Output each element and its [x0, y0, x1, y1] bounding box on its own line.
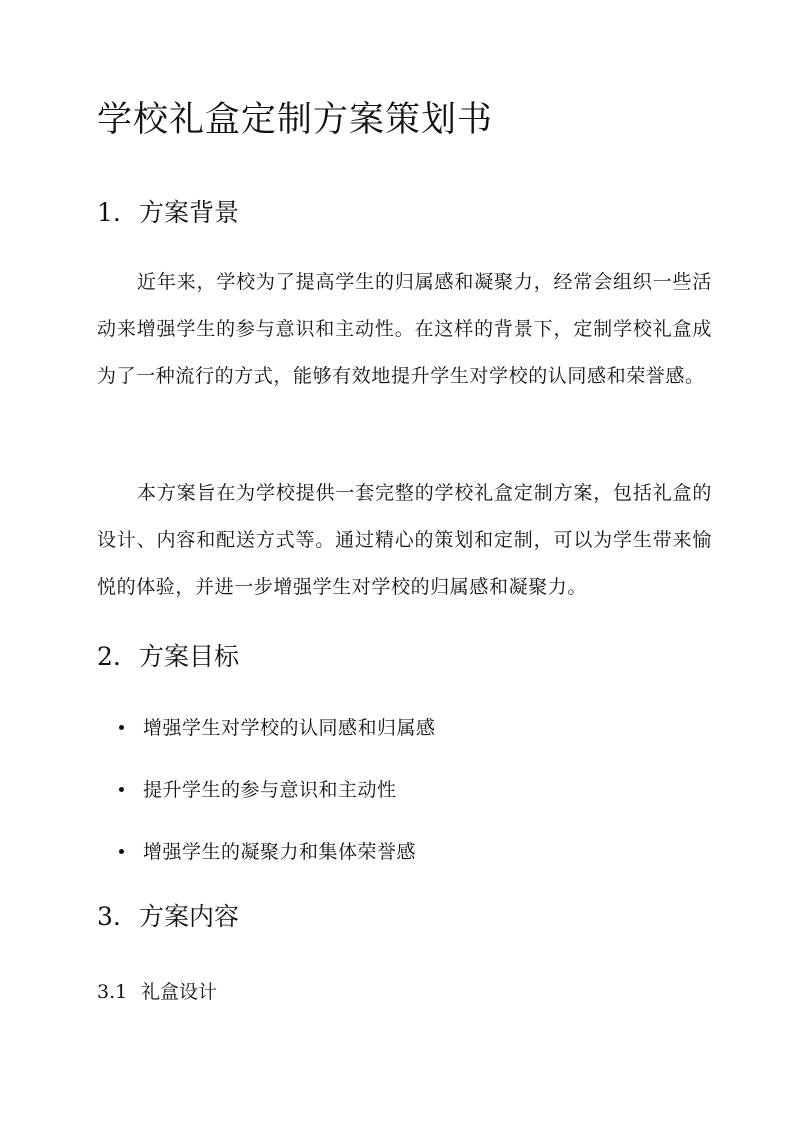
subsection-number: 3.1 [97, 981, 128, 1003]
bullet-icon [119, 787, 124, 792]
section-heading-background [97, 196, 717, 230]
subsection-title: 礼盒设计 [141, 981, 218, 1003]
list-item [97, 832, 717, 894]
section-heading-goals [97, 640, 717, 674]
section-title: 方案目标 [139, 642, 240, 671]
section-number: 1. [97, 198, 121, 227]
background-paragraph-2: 本方案旨在为学校提供一套完整的学校礼盒定制方案，包括礼盒的设计、内容和配送方式等。通过精心的策划和定制，可以为学生带来愉悦的体验，并进一步增强学生对学校的归属感和凝聚力。 [97, 482, 712, 598]
section-title: 方案内容 [139, 902, 240, 931]
section-heading-content [97, 900, 717, 934]
subsection-heading-gift-box-design [97, 978, 717, 1006]
list-item-text: 提升学生的参与意识和主动性 [143, 779, 397, 801]
list-item-text: 增强学生的凝聚力和集体荣誉感 [143, 841, 417, 863]
section-title: 方案背景 [139, 198, 240, 227]
list-item [97, 770, 717, 832]
section-number: 3. [97, 902, 121, 931]
bullet-icon [119, 849, 124, 854]
bullet-icon [119, 725, 124, 730]
list-item-text: 增强学生对学校的认同感和归属感 [143, 717, 436, 739]
document-title: 学校礼盒定制方案策划书 [97, 100, 494, 140]
background-paragraph-1: 近年来，学校为了提高学生的归属感和凝聚力，经常会组织一些活动来增强学生的参与意识和主动性。在这样的背景下，定制学校礼盒成为了一种流行的方式，能够有效地提升学生对学校的认同感和荣誉感。 [97, 271, 712, 387]
section-number: 2. [97, 642, 121, 671]
goals-list [97, 708, 717, 894]
list-item [97, 708, 717, 770]
